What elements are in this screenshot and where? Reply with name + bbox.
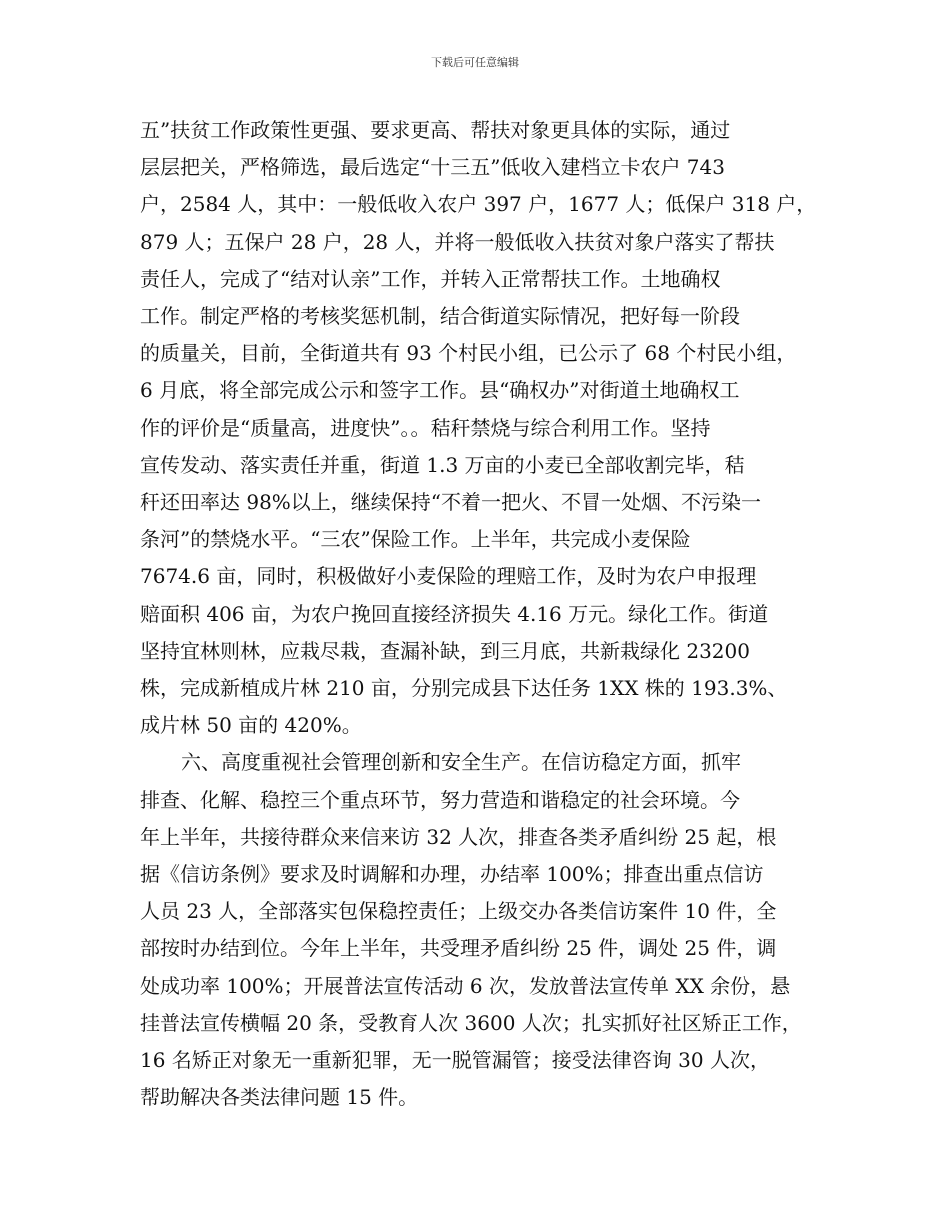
text-line: 部按时办结到位。今年上半年，共受理矛盾纠纷 25 件，调处 25 件，调 bbox=[140, 936, 777, 961]
text-line: 帮助解决各类法律问题 15 件。 bbox=[140, 1085, 419, 1110]
text-line: 7674.6 亩，同时，积极做好小麦保险的理赔工作，及时为农户申报理 bbox=[140, 564, 757, 589]
text-line: 宣传发动、落实责任并重，街道 1.3 万亩的小麦已全部收割完毕，秸 bbox=[140, 452, 745, 477]
text-line: 责任人，完成了“结对认亲”工作，并转入正常帮扶工作。土地确权 bbox=[140, 266, 721, 291]
text-line: 人员 23 人，全部落实包保稳控责任；上级交办各类信访案件 10 件，全 bbox=[140, 899, 777, 924]
text-line: 的质量关，目前，全街道共有 93 个村民小组，已公示了 68 个村民小组， bbox=[140, 341, 797, 366]
text-line: 五”扶贫工作政策性更强、要求更高、帮扶对象更具体的实际，通过 bbox=[140, 118, 731, 142]
text-line: 879 人；五保户 28 户，28 人，并将一般低收入扶贫对象户落实了帮扶 bbox=[140, 229, 775, 254]
text-line: 坚持宜林则林，应栽尽栽，查漏补缺，到三月底，共新栽绿化 23200 bbox=[140, 638, 750, 663]
page-header: 下载后可任意编辑 bbox=[431, 56, 519, 69]
text-line: 16 名矫正对象无一重新犯罪，无一脱管漏管；接受法律咨询 30 人次， bbox=[140, 1048, 770, 1073]
text-line: 户，2584 人，其中：一般低收入农户 397 户，1677 人；低保户 318 户， bbox=[140, 192, 817, 217]
text-line: 工作。制定严格的考核奖惩机制，结合街道实际情况，把好每一阶段 bbox=[140, 304, 740, 329]
text-line: 挂普法宣传横幅 20 条，受教育人次 3600 人次；扎实抓好社区矫正工作， bbox=[140, 1010, 802, 1035]
paragraph-start-line: 六、高度重视社会管理创新和安全生产。在信访稳定方面，抓牢 bbox=[181, 750, 741, 775]
text-line: 作的评价是“质量高，进度快”。。秸秆禁烧与综合利用工作。坚持 bbox=[140, 415, 711, 440]
text-line: 处成功率 100%；开展普法宣传活动 6 次，发放普法宣传单 XX 余份，悬 bbox=[140, 973, 791, 998]
text-line: 据《信访条例》要求及时调解和办理，办结率 100%；排查出重点信访 bbox=[140, 862, 764, 887]
text-line: 层层把关，严格筛选，最后选定“十三五”低收入建档立卡农户 743 bbox=[140, 155, 725, 180]
body-text bbox=[140, 112, 830, 1116]
text-line: 赔面积 406 亩，为农户挽回直接经济损失 4.16 万元。绿化工作。街道 bbox=[140, 601, 769, 626]
text-line: 6 月底，将全部完成公示和签字工作。县“确权办”对街道土地确权工 bbox=[140, 378, 740, 403]
text-line: 秆还田率达 98%以上，继续保持“不着一把火、不冒一处烟、不污染一 bbox=[140, 490, 762, 515]
text-line: 排查、化解、稳控三个重点环节，努力营造和谐稳定的社会环境。今 bbox=[140, 787, 740, 812]
text-line: 株，完成新植成片林 210 亩，分别完成县下达任务 1XX 株的 193.3%、 bbox=[140, 676, 788, 701]
text-line: 年上半年，共接待群众来信来访 32 人次，排查各类矛盾纠纷 25 起，根 bbox=[140, 824, 777, 849]
text-line: 条河”的禁烧水平。“三农”保险工作。上半年，共完成小麦保险 bbox=[140, 527, 691, 552]
text-line: 成片林 50 亩的 420%。 bbox=[140, 713, 362, 738]
